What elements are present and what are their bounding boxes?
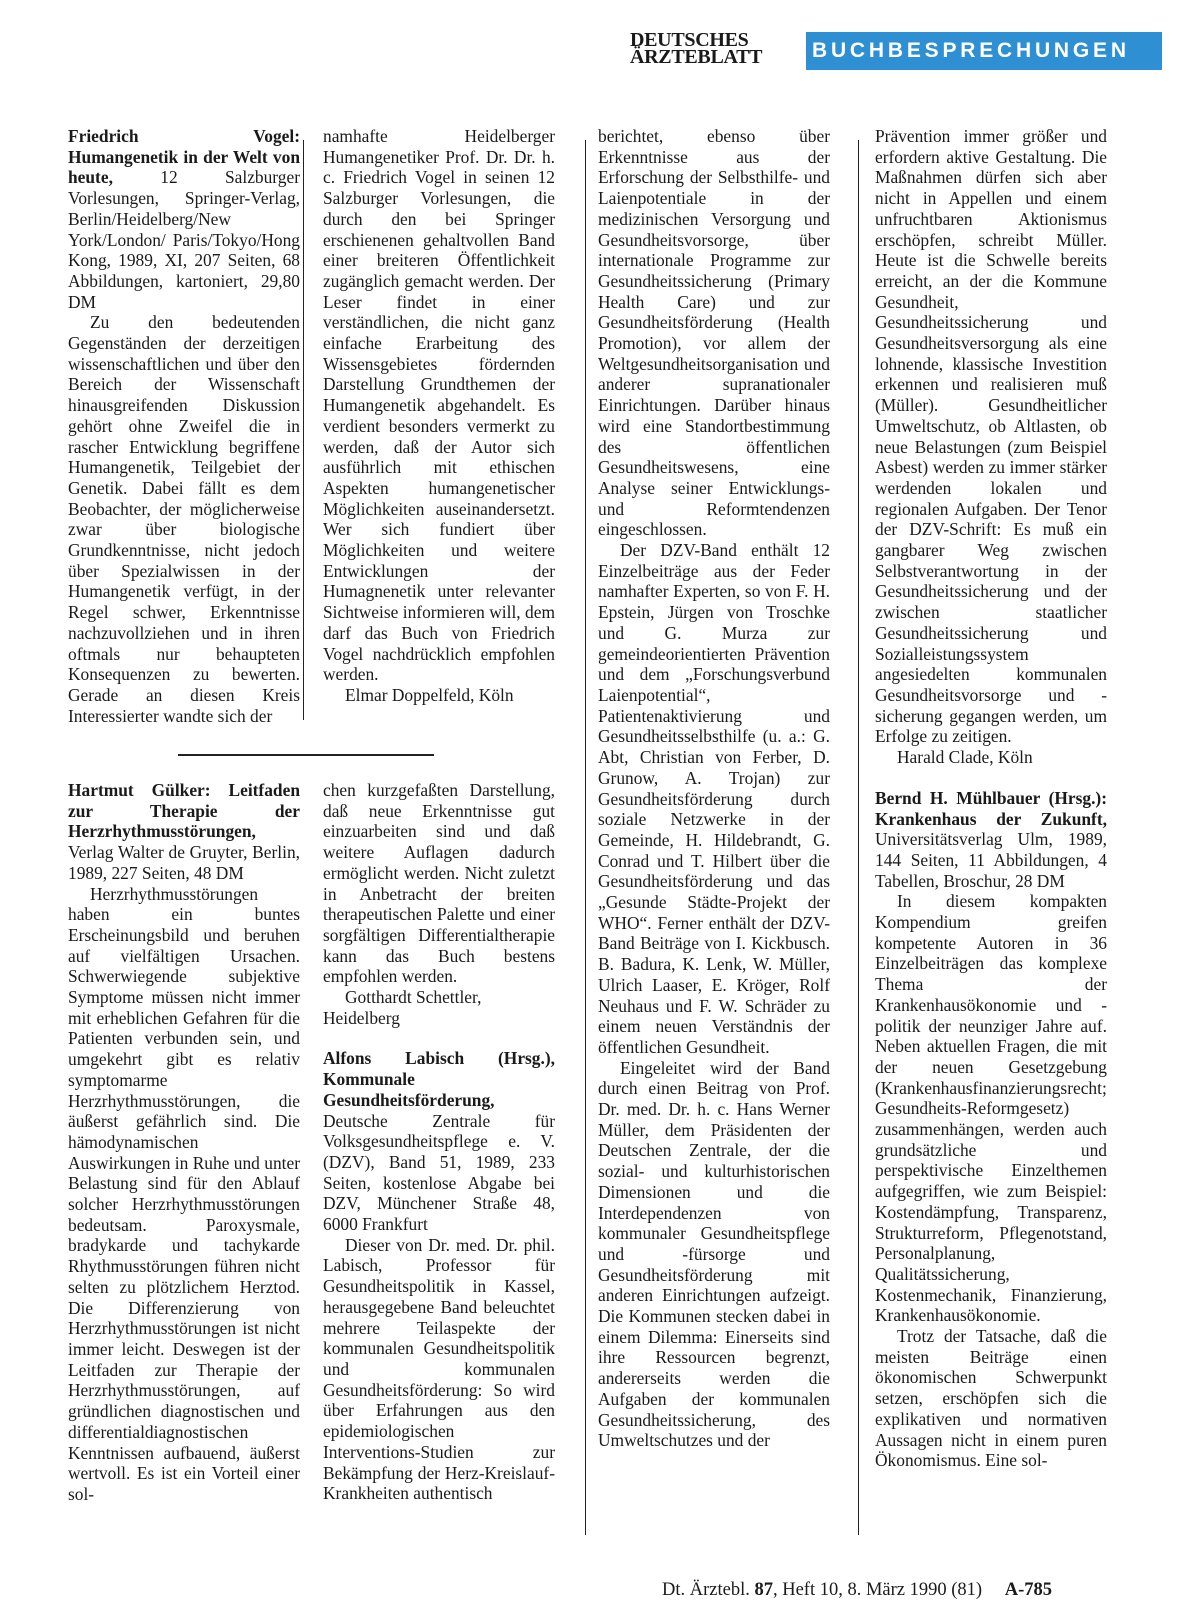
review-title: Bernd H. Mühlbauer (Hrsg.): Krankenhaus der Zukunft, [875,787,1107,829]
review-paragraph: Prävention immer größer und erfordern aktive Gestaltung. Die Maßnahmen dürfen sich aber nicht in Appellen und einem unfruchtbaren Aktionismus erschöpfen, schreibt Müller. Heute ist die Schwelle bereits erreicht, an der die Kommune Gesundheit, Gesundheitssicherung und Gesundheitsversorgung als eine lohnende, klassische Investition erkennen und realisieren muß (Müller). Gesundheitlicher Umweltschutz, ob Altlasten, ob neue Belastungen (zum Beispiel Asbest) werden zu immer stärker werdenden lokalen und regionalen Aufgaben. Der Tenor der DZV-Schrift: Es muß ein gangbarer Weg zwischen Selbstverantwortung in der Gesundheitssicherung und der zwischen staatlicher Gesundheitssicherung und Sozialleistungssystem angesiedelten kommunalen Gesundheitsvorsorge und -sicherung gegangen werden, um Erfolge zu zeitigen. [875,126,1107,747]
review-bibliography: Verlag Walter de Gruyter, Berlin, 1989, 227 Seiten, 48 DM [68,842,300,883]
review-bibliography: 12 Salzburger Vorlesungen, Springer-Verlag, Berlin/Heidelberg/New York/London/ Paris/Tokyo/Hong Kong, 1989, XI, 207 Seiten, 68 Abbildungen, kartoniert, 29,80 DM [68,167,300,312]
review-author: Gotthardt Schettler, [345,987,482,1008]
review-heading [68,780,300,884]
review-author: Harald Clade, Köln [897,747,1033,768]
review-title: Alfons Labisch (Hrsg.), Kommunale Gesundheitsförderung, [323,1048,555,1110]
review-paragraph: Eingeleitet wird der Band durch einen Beitrag von Prof. Dr. med. Dr. h. c. Hans Werner Müller, dem Präsidenten der Deutschen Zentrale, der die sozial- und kulturhistorischen Dimensionen und die Interdependenzen von kommunaler Gesundheitspflege und -fürsorge und Gesundheitsförderung mit anderen Einrichtungen aufzeigt. Die Kommunen stecken dabei in einem Dilemma: Einerseits sind ihre Ressourcen begrenzt, andererseits werden die Aufgaben der kommunalen Gesundheitssicherung, des Umweltschutzes und der [598,1057,830,1451]
review-paragraph: Herzrhythmusstörungen haben ein buntes Erscheinungsbild und beruhen auf vielfältigen Ursachen. Schwerwiegende subjektive Symptome müssen nicht immer mit erheblichen Gefahren für die Patienten verbunden sein, und umgekehrt gibt es relativ symptomarme Herzrhythmusstörungen, die äußerst gefährlich sind. Die hämodynamischen Auswirkungen in Ruhe und unter Belastung sind für den Ablauf solcher Herzrhythmusstörungen bedeutsam. Paroxysmale, bradykarde und tachykarde Rhythmusstörungen führen nicht selten zu plötzlichem Herztod. Die Differenzierung von Herzrhythmusstörungen ist nicht immer leicht. Deswegen ist der Leitfaden zur Therapie der Herzrhythmusstörungen, auf gründlichen diagnostischen und differentialdiagnostischen Kenntnissen aufbauend, äußerst wertvoll. Es ist ein Vorteil einer sol- [68,883,300,1504]
page-number: A-785 [1004,1580,1052,1600]
footer-volume: 87 [754,1580,773,1600]
review-bibliography: Universitätsverlag Ulm, 1989, 144 Seiten, 11 Abbildungen, 4 Tabellen, Broschur, 28 DM [875,829,1107,891]
review-heading [875,788,1107,892]
page-header [630,29,1162,72]
column-divider [585,140,586,1535]
review-paragraph: Trotz der Tatsache, daß die meisten Beiträge einen ökonomischen Schwerpunkt setzen, erschöpfen sich die explikativen und normativen Aussagen nicht in einem puren Ökonomismus. Eine sol- [875,1326,1107,1471]
column-2-top [323,126,555,706]
column-2-bottom [323,780,555,1504]
section-banner: BUCHBESPRECHUNGEN [806,32,1162,70]
column-3 [598,126,830,1451]
review-heading [323,1048,555,1234]
review-heading [68,126,300,312]
review-author-city: Heidelberg [323,1007,400,1028]
review-title: Hartmut Gülker: Leitfaden zur Therapie der Herzrhythmusstörungen, [68,780,300,842]
review-paragraph: berichtet, ebenso über Erkenntnisse aus der Erforschung der Selbsthilfe- und Laienpotentiale in der medizinischen Versorgung und Gesundheitsvorsorge, über internationale Programme zur Gesundheitssicherung (Primary Health Care) und zur Gesundheitsförderung (Health Promotion), vor allem der Weltgesundheitsorganisation und anderer supranationaler Einrichtungen. Darüber hinaus wird eine Standortbestimmung des öffentlichen Gesundheitswesens, eine Analyse seiner Entwicklungs- und Reformtendenzen eingeschlossen. [598,126,830,540]
review-title: Friedrich Vogel: Humangenetik in der Welt von heute, [68,126,300,188]
review-separator [178,754,434,756]
column-1-top [68,126,300,726]
column-4 [875,126,1107,1471]
page-footer [662,1580,1158,1601]
review-paragraph: Dieser von Dr. med. Dr. phil. Labisch, Professor für Gesundheitspolitik in Kassel, herausgegebene Band beleuchtet mehrere Teilaspekte der kommunalen Gesundheitspolitik und kommunalen Gesundheitsförderung: So wird über Erfahrungen aus den epidemiologischen Interventions-Studien zur Bekämpfung der Herz-Kreislauf-Krankheiten authentisch [323,1234,555,1504]
review-paragraph: In diesem kompakten Kompendium greifen kompetente Autoren in 36 Einzelbeiträgen das komplexe Thema der Krankenhausökonomie und -politik der neunziger Jahre auf. Neben aktuellen Fragen, die mit der neuen Gesetzgebung (Krankenhausfinanzierungsrecht; Gesundheits-Reformgesetz) zusammenhängen, werden auch grundsätzliche und perspektivische Einzelthemen aufgegriffen, wie zum Beispiel: Kostendämpfung, Transparenz, Strukturreform, Pflegenotstand, Personalplanung, Qualitätssicherung, Kostenmechanik, Finanzierung, Krankenhausökonomie. [875,891,1107,1326]
review-paragraph: Zu den bedeutenden Gegenständen der derzeitigen wissenschaftlichen und über den Bereich der Wissenschaft hinausgreifenden Diskussion gehört ohne Zweifel die in rascher Entwicklung begriffene Humangenetik, Teilgebiet der Genetik. Dabei fällt es dem Beobachter, der möglicherweise zwar über biologische Grundkenntnisse, nicht jedoch über Spezialwissen in der Humangenetik verfügt, in der Regel schwer, Erkenntnisse nachzuvollziehen und in ihren oftmals nur behaupteten Konsequenzen zu bewerten. Gerade an diesen Kreis Interessierter wandte sich der [68,312,300,726]
masthead-line-1: DEUTSCHES [630,29,749,51]
column-1-bottom [68,780,300,1505]
footer-journal: Dt. Ärztebl. [662,1580,750,1600]
review-paragraph: Der DZV-Band enthält 12 Einzelbeiträge aus der Feder namhafter Experten, so von F. H. Epstein, Jürgen von Troschke und G. Murza zur gemeindeorientierten Prävention und dem „Forschungsverbund Laienpotential“, Patientenaktivierung und Gesundheitsselbsthilfe (u. a.: G. Abt, Christian von Ferber, D. Grunow, A. Trojan) zur Gesundheitsförderung durch soziale Netzwerke in der Gemeinde, H. Hildebrandt, G. Conrad und T. Hilbert über die Gesundheitsförderung und das „Gesunde Städte-Projekt der WHO“. Ferner enthält der DZV-Band Beiträge von I. Kickbusch. B. Badura, K. Lenk, W. Müller, Ulrich Laaser, E. Kröger, Rolf Neuhaus und F. W. Schräder zu einem neuen Verständnis der öffentlichen Gesundheit. [598,540,830,1057]
column-divider [858,140,859,1535]
review-paragraph: namhafte Heidelberger Humangenetiker Prof. Dr. Dr. h. c. Friedrich Vogel in seinen 12 Salzburger Vorlesungen, die durch den bei Springer erschienenen gehaltvollen Band einer breiteren Öffentlichkeit zugänglich gemacht werden. Der Leser findet in einer verständlichen, die nicht ganz einfache Erarbeitung des Wissensgebietes fördernden Darstellung Grundthemen der Humangenetik abgehandelt. Es verdient besonders vermerkt zu werden, daß der Autor sich ausführlich mit ethischen Aspekten humangenetischer Möglichkeiten auseinandersetzt. Wer sich fundiert über Möglichkeiten und weitere Entwicklungen der Humagnenetik unter relevanter Sichtweise informieren will, dem darf das Buch von Friedrich Vogel nachdrücklich empfohlen werden. [323,126,555,685]
journal-masthead [630,29,806,68]
masthead-line-2: ÄRZTEBLATT [630,46,763,68]
footer-issue: , Heft 10, 8. März 1990 (81) [772,1580,983,1600]
review-bibliography: Deutsche Zentrale für Volksgesundheitspflege e. V. (DZV), Band 51, 1989, 233 Seiten, kostenlose Abgabe bei DZV, Münchener Straße 48, 6000 Frankfurt [323,1110,555,1235]
review-author: Elmar Doppelfeld, Köln [345,684,514,705]
review-paragraph: chen kurzgefaßten Darstellung, daß neue Erkenntnisse gut einzuarbeiten sind und daß weitere Auflagen dadurch ermöglicht werden. Nicht zuletzt in Anbetracht der breiten therapeutischen Palette und einer sorgfältigen Differentialtherapie kann das Buch bestens empfohlen werden. [323,780,555,987]
column-divider [303,140,304,720]
